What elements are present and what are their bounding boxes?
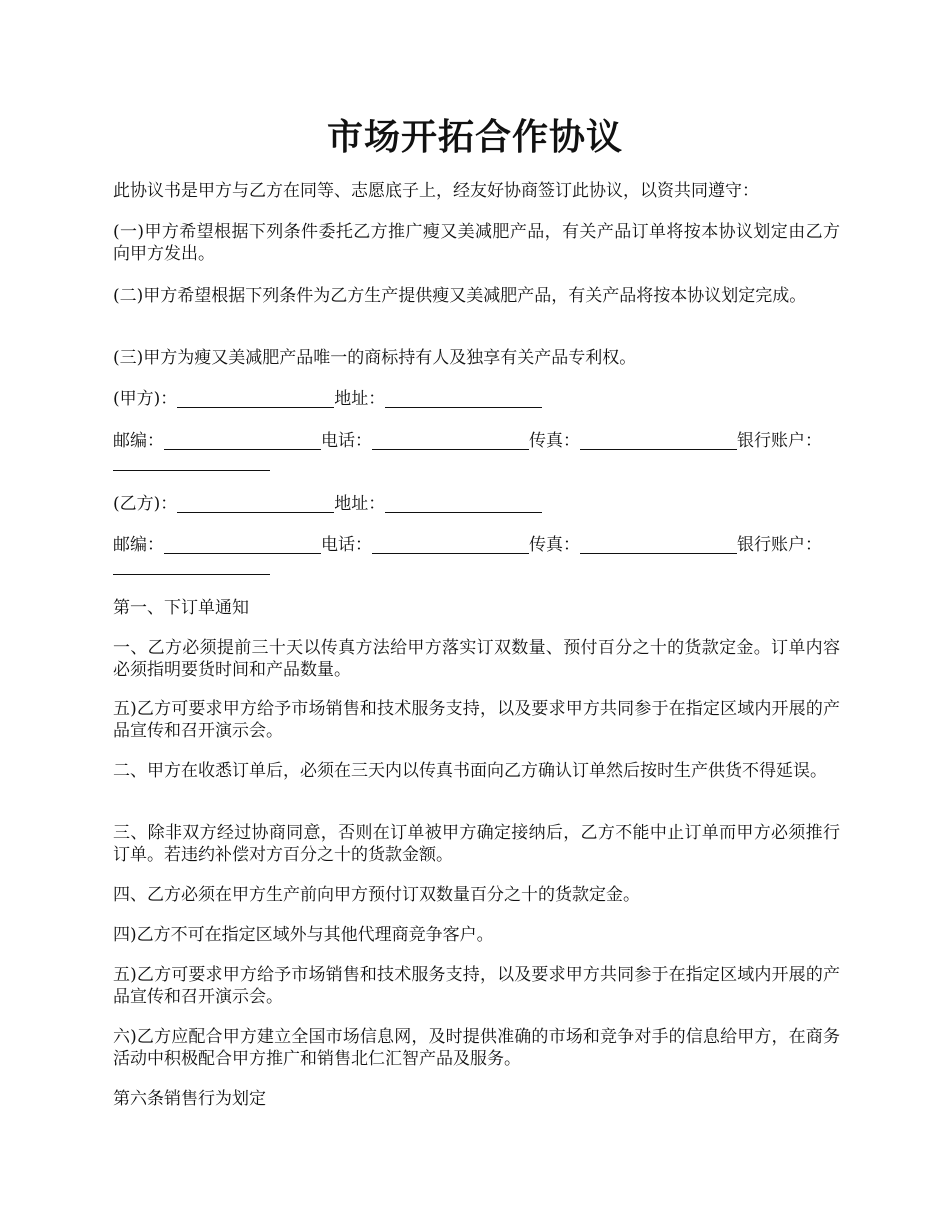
party-b-name-blank[interactable] [177, 495, 334, 513]
party-a-phone-blank[interactable] [372, 432, 529, 450]
party-b-bank-blank[interactable] [113, 557, 270, 575]
item-5b: 五)乙方可要求甲方给予市场销售和技术服务支持，以及要求甲方共同参于在指定区域内开展的产品宣传和召开演示会。 [113, 965, 840, 1007]
party-b-line-1 [113, 493, 840, 515]
party-a-label: (甲方)： [113, 389, 178, 409]
party-b-fax-blank[interactable] [580, 536, 737, 554]
document-title: 市场开拓合作协议 [326, 116, 623, 158]
party-a-postcode-blank[interactable] [164, 432, 321, 450]
party-b-label: (乙方)： [113, 494, 178, 514]
party-a-address-label: 地址： [334, 389, 386, 409]
party-a-fax-blank[interactable] [580, 432, 737, 450]
party-a-name-blank[interactable] [177, 390, 334, 408]
item-4b: 四)乙方不可在指定区域外与其他代理商竞争客户。 [113, 925, 494, 945]
party-a-postcode-label: 邮编： [113, 431, 164, 451]
party-b-address-label: 地址： [334, 494, 386, 514]
party-b-postcode-label: 邮编： [113, 535, 164, 555]
clause-2: (二)甲方希望根据下列条件为乙方生产提供瘦又美减肥产品，有关产品将按本协议划定完成。 [113, 286, 807, 306]
section-6-heading: 第六条销售行为划定 [113, 1089, 266, 1109]
clause-3: (三)甲方为瘦又美减肥产品唯一的商标持有人及独享有关产品专利权。 [113, 348, 637, 368]
party-a-fax-label: 传真： [529, 431, 580, 451]
party-a-line-3 [113, 451, 840, 473]
item-2: 二、甲方在收悉订单后，必须在三天内以传真书面向乙方确认订单然后按时生产供货不得延误。 [113, 761, 827, 781]
party-a-address-blank[interactable] [385, 390, 542, 408]
party-a-phone-label: 电话： [321, 431, 372, 451]
party-b-line-3 [113, 555, 840, 577]
party-b-fax-label: 传真： [529, 535, 580, 555]
item-4: 四、乙方必须在甲方生产前向甲方预付订双数量百分之十的货款定金。 [113, 885, 640, 905]
intro-paragraph: 此协议书是甲方与乙方在同等、志愿底子上，经友好协商签订此协议，以资共同遵守： [113, 181, 759, 201]
party-b-phone-label: 电话： [321, 535, 372, 555]
party-a-bank-label: 银行账户： [737, 431, 822, 451]
party-b-address-blank[interactable] [385, 495, 542, 513]
party-a-bank-blank[interactable] [113, 453, 270, 471]
party-b-phone-blank[interactable] [372, 536, 529, 554]
party-a-line-1 [113, 388, 840, 410]
party-a-line-2 [113, 430, 840, 452]
clause-1: (一)甲方希望根据下列条件委托乙方推广瘦又美减肥产品，有关产品订单将按本协议划定由乙方向甲方发出。 [113, 222, 840, 264]
section-1-heading: 第一、下订单通知 [113, 598, 249, 618]
item-1: 一、乙方必须提前三十天以传真方法给甲方落实订双数量、预付百分之十的货款定金。订单内容必须指明要货时间和产品数量。 [113, 638, 840, 680]
party-b-postcode-blank[interactable] [164, 536, 321, 554]
item-6: 六)乙方应配合甲方建立全国市场信息网，及时提供准确的市场和竞争对手的信息给甲方，在商务活动中积极配合甲方推广和销售北仁汇智产品及服务。 [113, 1027, 840, 1069]
item-5a: 五)乙方可要求甲方给予市场销售和技术服务支持，以及要求甲方共同参于在指定区域内开展的产品宣传和召开演示会。 [113, 699, 840, 741]
party-b-bank-label: 银行账户： [737, 535, 822, 555]
item-3: 三、除非双方经过协商同意，否则在订单被甲方确定接纳后，乙方不能中止订单而甲方必须推行订单。若违约补偿对方百分之十的货款金额。 [113, 823, 840, 865]
party-b-line-2 [113, 534, 840, 556]
